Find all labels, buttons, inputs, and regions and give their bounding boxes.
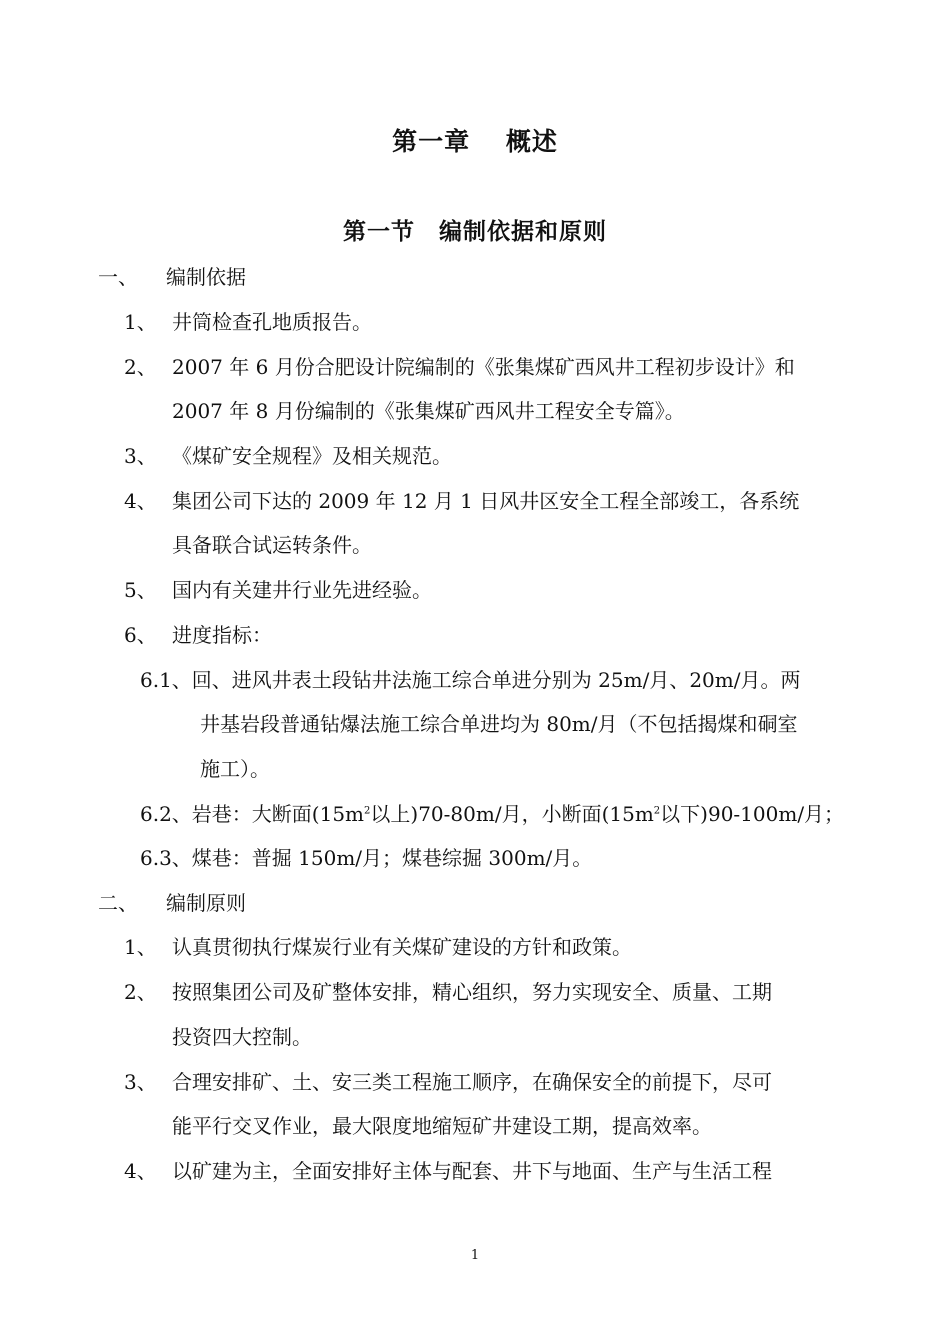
sub-item-text: 6.3、煤巷：普掘 150m/月；煤巷综掘 300m/月。 — [140, 846, 593, 870]
item-number: 3、 — [124, 444, 157, 468]
item-number: 4、 — [124, 489, 157, 513]
sub-item-text-part: 以下)90-100m/月； — [660, 802, 845, 826]
list-item-text: 按照集团公司及矿整体安排，精心组织，努力实现安全、质量、工期 — [172, 980, 772, 1004]
list-item-text: 以矿建为主，全面安排好主体与配套、井下与地面、生产与生活工程 — [172, 1159, 772, 1183]
list-item-text: 投资四大控制。 — [172, 1025, 312, 1049]
page-number: 1 — [470, 1248, 480, 1263]
list-item-text: 2007 年 8 月份编制的《张集煤矿西风井工程安全专篇》。 — [172, 399, 685, 423]
sub-item-text: 井基岩段普通钻爆法施工综合单进均为 80m/月（不包括揭煤和硐室 — [200, 712, 798, 736]
item-number: 6、 — [124, 623, 157, 647]
list-item-text: 进度指标： — [172, 623, 272, 647]
item-number: 5、 — [124, 578, 157, 602]
list-item-text: 《煤矿安全规程》及相关规范。 — [172, 444, 452, 468]
superscript: 2 — [653, 805, 661, 817]
superscript: 2 — [364, 805, 371, 817]
item-number: 4、 — [124, 1159, 157, 1183]
part2-heading: 编制原则 — [166, 891, 246, 915]
sub-item-text: 6.1、回、进风井表土段钻井法施工综合单进分别为 25m/月、20m/月。两 — [140, 668, 801, 692]
sub-item-text-part: 6.2、岩巷：大断面(15m — [140, 802, 365, 826]
part1-heading: 编制依据 — [166, 265, 246, 289]
list-item-text: 2007 年 6 月份合肥设计院编制的《张集煤矿西风井工程初步设计》和 — [172, 355, 795, 379]
item-number: 2、 — [124, 355, 157, 379]
list-item-text: 合理安排矿、土、安三类工程施工顺序，在确保安全的前提下，尽可 — [172, 1070, 772, 1094]
section-title: 第一节 编制依据和原则 — [343, 218, 607, 245]
list-item-text: 认真贯彻执行煤炭行业有关煤矿建设的方针和政策。 — [172, 935, 632, 959]
part2-number: 二、 — [98, 891, 138, 915]
list-item-text: 国内有关建井行业先进经验。 — [172, 578, 432, 602]
sub-item-text: 施工）。 — [200, 757, 270, 781]
item-number: 1、 — [124, 935, 157, 959]
list-item-text: 集团公司下达的 2009 年 12 月 1 日风井区安全工程全部竣工，各系统 — [172, 489, 800, 513]
item-number: 1、 — [124, 310, 157, 334]
item-number: 3、 — [124, 1070, 157, 1094]
sub-item-text-part: 以上)70-80m/月，小断面(15m — [370, 802, 654, 826]
list-item-text: 具备联合试运转条件。 — [172, 533, 372, 557]
item-number: 2、 — [124, 980, 157, 1004]
chapter-title: 第一章 概述 — [392, 127, 558, 156]
sub-item-text — [140, 799, 844, 829]
list-item-text: 能平行交叉作业，最大限度地缩短矿井建设工期，提高效率。 — [172, 1114, 712, 1138]
list-item-text: 井筒检查孔地质报告。 — [172, 310, 372, 334]
part1-number: 一、 — [98, 265, 138, 289]
